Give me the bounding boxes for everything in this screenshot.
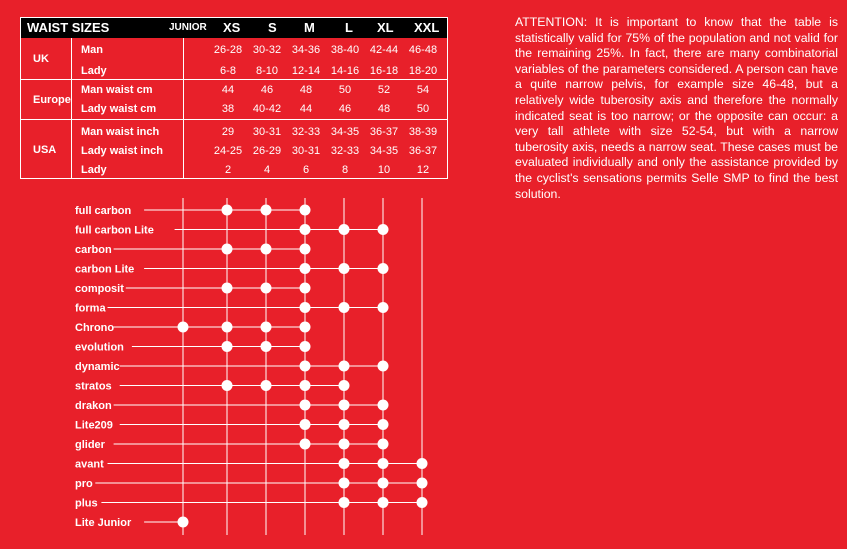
- cell-value: 32-33: [330, 145, 360, 157]
- size-dot: [300, 380, 311, 391]
- cell-value: 12-14: [291, 65, 321, 77]
- cell-value: 8-10: [255, 65, 279, 77]
- size-dot: [261, 341, 272, 352]
- size-dot: [417, 458, 428, 469]
- saddle-label: dynamic: [75, 361, 120, 373]
- region-usa: USA: [33, 144, 57, 156]
- cell-value: 54: [416, 84, 430, 96]
- size-dot: [261, 322, 272, 333]
- saddle-label: full carbon Lite: [75, 224, 154, 237]
- cell-value: 16-18: [369, 65, 399, 77]
- cell-value: 10: [377, 164, 391, 176]
- col-xs: XS: [223, 20, 241, 35]
- cell-value: 32-33: [291, 126, 321, 138]
- saddle-label: forma: [75, 302, 106, 315]
- size-dot: [222, 380, 233, 391]
- size-dot: [178, 517, 189, 528]
- size-dot: [339, 361, 350, 372]
- col-m: M: [304, 20, 315, 35]
- cell-value: 42-44: [369, 44, 399, 56]
- size-dot: [300, 283, 311, 294]
- saddle-label: plus: [75, 497, 98, 510]
- col-xl: XL: [377, 20, 394, 35]
- size-dot: [378, 400, 389, 411]
- size-dot: [222, 244, 233, 255]
- size-dot: [378, 419, 389, 430]
- cell-value: 6: [302, 164, 310, 176]
- cell-value: 38: [221, 103, 235, 115]
- size-dot: [339, 478, 350, 489]
- cell-value: 30-32: [252, 44, 282, 56]
- saddle-label: composit: [75, 283, 124, 295]
- cell-value: 48: [299, 84, 313, 96]
- saddle-label: carbon: [75, 244, 112, 256]
- table-title: WAIST SIZES: [27, 20, 110, 35]
- cell-value: 48: [377, 103, 391, 115]
- saddle-label: Lite209: [75, 419, 113, 432]
- size-dot: [261, 283, 272, 294]
- row-label: Lady: [81, 65, 107, 77]
- size-dot: [300, 419, 311, 430]
- cell-value: 12: [416, 164, 430, 176]
- saddle-label: evolution: [75, 341, 124, 354]
- saddle-label: avant: [75, 458, 104, 471]
- cell-value: 18-20: [408, 65, 438, 77]
- size-dot: [300, 322, 311, 333]
- size-dot: [300, 244, 311, 255]
- cell-value: 44: [299, 103, 313, 115]
- saddle-label: full carbon: [75, 205, 132, 217]
- cell-value: 36-37: [408, 145, 438, 157]
- size-dot: [261, 244, 272, 255]
- size-dot: [339, 497, 350, 508]
- size-dot: [300, 205, 311, 216]
- cell-value: 24-25: [213, 145, 243, 157]
- size-dot: [300, 224, 311, 235]
- cell-value: 50: [416, 103, 430, 115]
- size-dot: [378, 478, 389, 489]
- cell-value: 6-8: [220, 65, 236, 77]
- saddle-label: stratos: [75, 380, 112, 393]
- col-l: L: [345, 20, 353, 35]
- cell-value: 38-40: [330, 44, 360, 56]
- size-dot: [300, 263, 311, 274]
- cell-value: 4: [263, 164, 271, 176]
- attention-note: ATTENTION: It is important to know that the table is statistically valid for 75% of the population and not valid for the remaining 25%. In fact, there are many combinatorial variables of the parameters considered. A person can have a quite narrow pelvis, for example size 46-48, but a relatively wide tuberosity axis and therefore the normally indicated seat is too narrow; or the opposite can occur: a very tall athlete with size 52-54, but with a narrow tuberosity axis, needs a narrow seat. These cases must be evaluated individually and only the assistance provided by the cyclist's sensations permits Selle SMP to find the best solution.: [515, 15, 838, 201]
- cell-value: 2: [224, 164, 232, 176]
- size-dot: [339, 263, 350, 274]
- cell-value: 34-35: [330, 126, 360, 138]
- size-dot: [378, 224, 389, 235]
- size-dot: [300, 341, 311, 352]
- col-junior: JUNIOR: [169, 22, 207, 33]
- cell-value: 52: [377, 84, 391, 96]
- cell-value: 26-28: [213, 44, 243, 56]
- cell-value: 50: [338, 84, 352, 96]
- size-dot: [339, 439, 350, 450]
- saddle-label: drakon: [75, 400, 112, 412]
- row-label: Lady: [81, 164, 107, 176]
- size-dot: [178, 322, 189, 333]
- cell-value: 29: [221, 126, 235, 138]
- saddle-label: Chrono: [75, 322, 115, 334]
- saddle-label: Lite Junior: [75, 517, 132, 529]
- row-label: Man: [81, 44, 103, 56]
- col-s: S: [268, 20, 277, 35]
- cell-value: 36-37: [369, 126, 399, 138]
- size-dot: [300, 302, 311, 313]
- row-label: Man waist inch: [81, 126, 160, 138]
- size-dot: [378, 302, 389, 313]
- size-dot: [378, 458, 389, 469]
- size-dot: [222, 283, 233, 294]
- size-dot: [417, 478, 428, 489]
- size-dot: [222, 205, 233, 216]
- size-dot: [378, 497, 389, 508]
- size-dot: [300, 439, 311, 450]
- size-dot: [222, 341, 233, 352]
- cell-value: 14-16: [330, 65, 360, 77]
- size-dot: [339, 458, 350, 469]
- size-dot: [300, 361, 311, 372]
- size-dot: [339, 380, 350, 391]
- size-dot: [417, 497, 428, 508]
- size-dot: [261, 205, 272, 216]
- row-label: Lady waist inch: [81, 145, 163, 157]
- size-dot: [339, 400, 350, 411]
- saddle-label: glider: [75, 439, 105, 451]
- region-europe: Europe: [33, 94, 71, 106]
- size-dot: [339, 302, 350, 313]
- cell-value: 30-31: [252, 126, 282, 138]
- size-dot: [261, 380, 272, 391]
- cell-value: 34-35: [369, 145, 399, 157]
- size-dot: [339, 419, 350, 430]
- cell-value: 34-36: [291, 44, 321, 56]
- cell-value: 26-29: [252, 145, 282, 157]
- row-label: Lady waist cm: [81, 103, 157, 115]
- size-dot: [222, 322, 233, 333]
- saddle-label: carbon Lite: [75, 263, 135, 276]
- col-xxl: XXL: [414, 20, 440, 35]
- size-dot: [378, 263, 389, 274]
- cell-value: 46-48: [408, 44, 438, 56]
- cell-value: 38-39: [408, 126, 438, 138]
- cell-value: 44: [221, 84, 235, 96]
- size-dot: [339, 224, 350, 235]
- size-dot: [300, 400, 311, 411]
- region-uk: UK: [33, 53, 49, 65]
- cell-value: 46: [338, 103, 352, 115]
- size-dot: [378, 361, 389, 372]
- cell-value: 46: [260, 84, 274, 96]
- cell-value: 30-31: [291, 145, 321, 157]
- size-dot: [378, 439, 389, 450]
- cell-value: 40-42: [252, 103, 282, 115]
- row-label: Man waist cm: [81, 84, 153, 96]
- saddle-label: pro: [75, 478, 93, 490]
- cell-value: 8: [341, 164, 349, 176]
